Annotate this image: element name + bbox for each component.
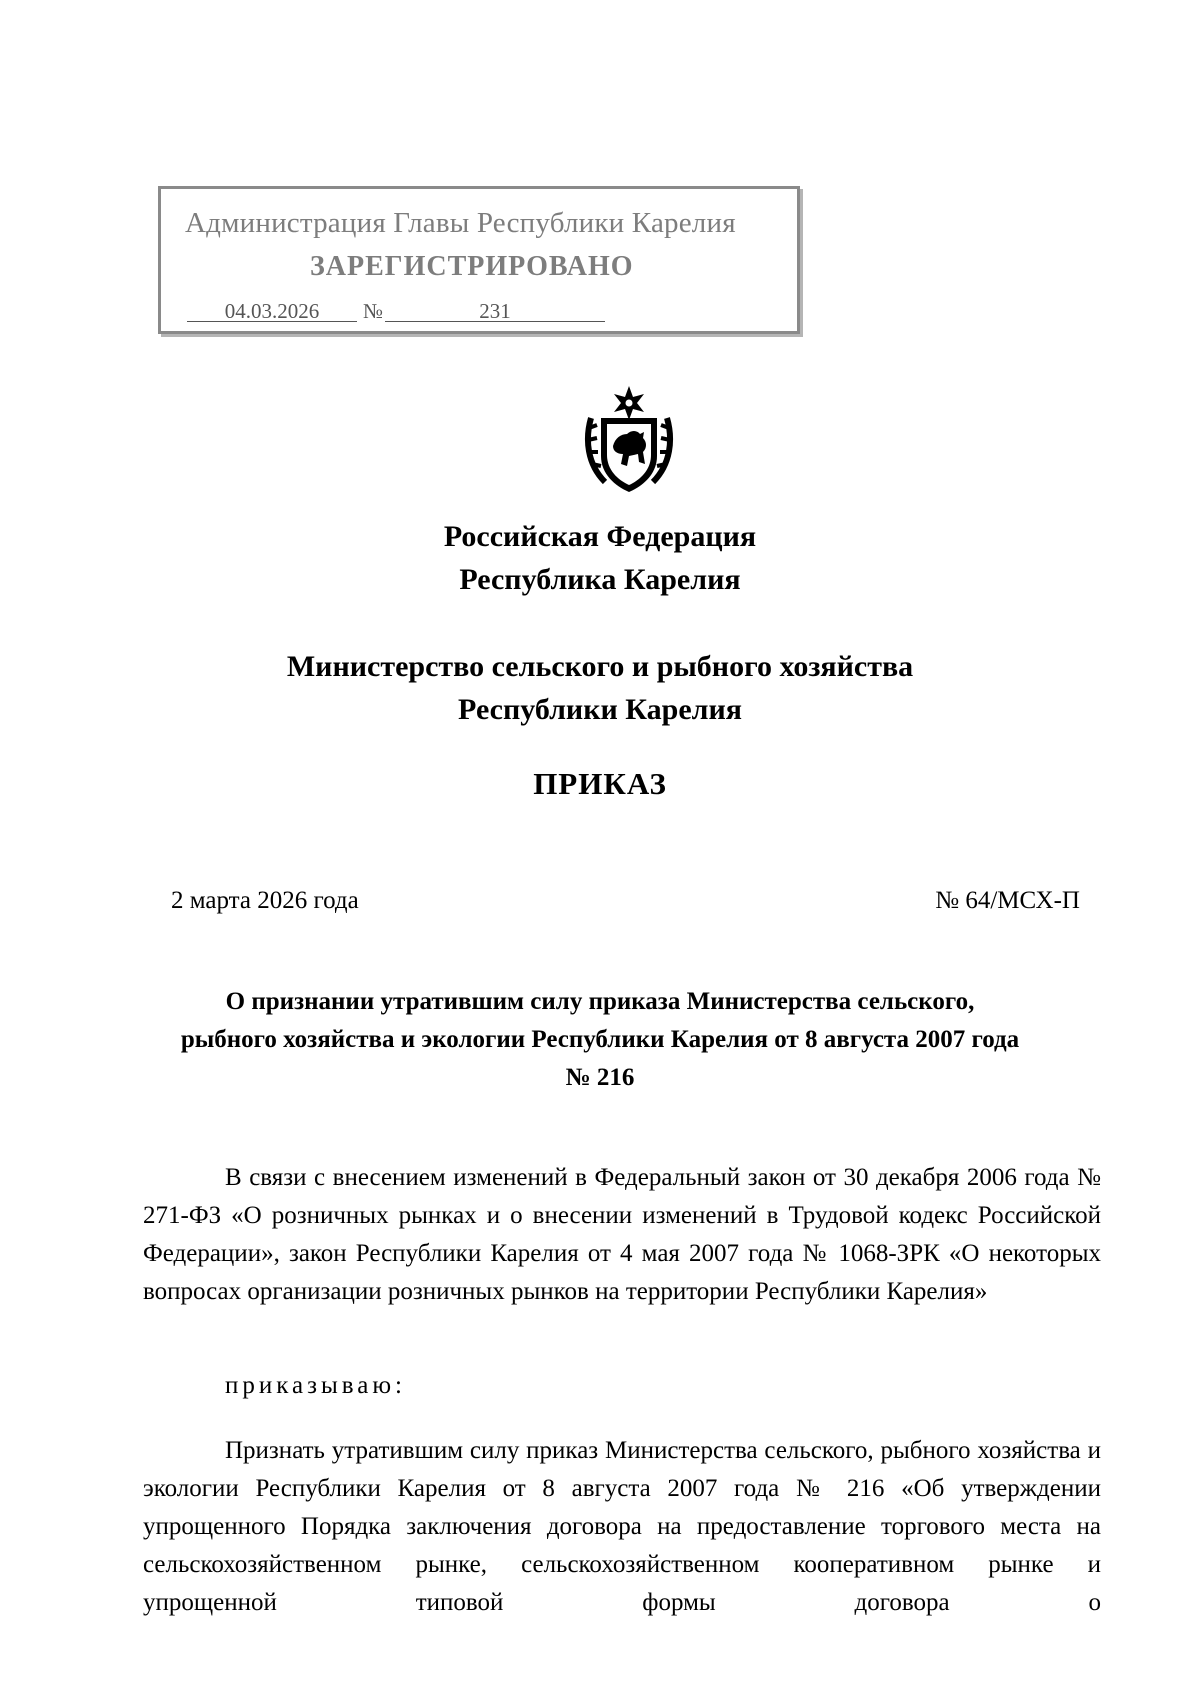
republic-title: Республика Карелия	[459, 563, 741, 596]
order-number: № 64/МСХ-П	[935, 887, 1080, 914]
subject-line3: № 216	[565, 1064, 635, 1091]
karelia-coat-of-arms-icon	[583, 384, 675, 496]
stamp-organization: Администрация Главы Республики Карелия	[185, 207, 736, 239]
order-paragraph: Признать утратившим силу приказ Министерства сельского, рыбного хозяйства и экологии Республики Карелия от 8 августа 2007 года № 216 «Об утверждении упрощенного Порядка заключения договора на предоставление торгового места на сельскохозяйственном рынке, сельскохозяйственном кооперативном рынке и упрощенной типовой формы договора о	[143, 1437, 1101, 1616]
preamble-paragraph: В связи с внесением изменений в Федеральный закон от 30 декабря 2006 года № 271-ФЗ «О розничных рынках и о внесении изменений в Трудовой кодекс Российской Федерации», закон Республики Карелия от 4 мая 2007 года № 1068-ЗРК «О некоторых вопросах организации розничных рынков на территории Республики Карелия»	[143, 1164, 1101, 1305]
stamp-number-sign: №	[363, 299, 384, 323]
header-federation	[0, 515, 1200, 601]
order-date: 2 марта 2026 года	[171, 887, 359, 914]
order-subject	[130, 983, 1070, 1097]
document-type: ПРИКАЗ	[533, 766, 667, 801]
ministry-title-line1: Министерство сельского и рыбного хозяйства	[286, 650, 914, 683]
subject-line2: рыбного хозяйства и экологии Республики Карелия от 8 августа 2007 года	[180, 1026, 1020, 1053]
country-title: Российская Федерация	[443, 520, 757, 553]
stamp-status: ЗАРЕГИСТРИРОВАНО	[310, 251, 634, 282]
subject-line1: О признании утратившим силу приказа Министерства сельского,	[225, 988, 975, 1015]
stamp-registration-row	[187, 299, 605, 324]
ministry-title-line2: Республики Карелия	[458, 693, 742, 726]
order-word: приказываю:	[225, 1372, 406, 1399]
stamp-date: 04.03.2026	[187, 301, 357, 322]
stamp-number: 231	[385, 301, 605, 322]
header-ministry	[0, 645, 1200, 731]
registration-stamp	[158, 186, 800, 334]
